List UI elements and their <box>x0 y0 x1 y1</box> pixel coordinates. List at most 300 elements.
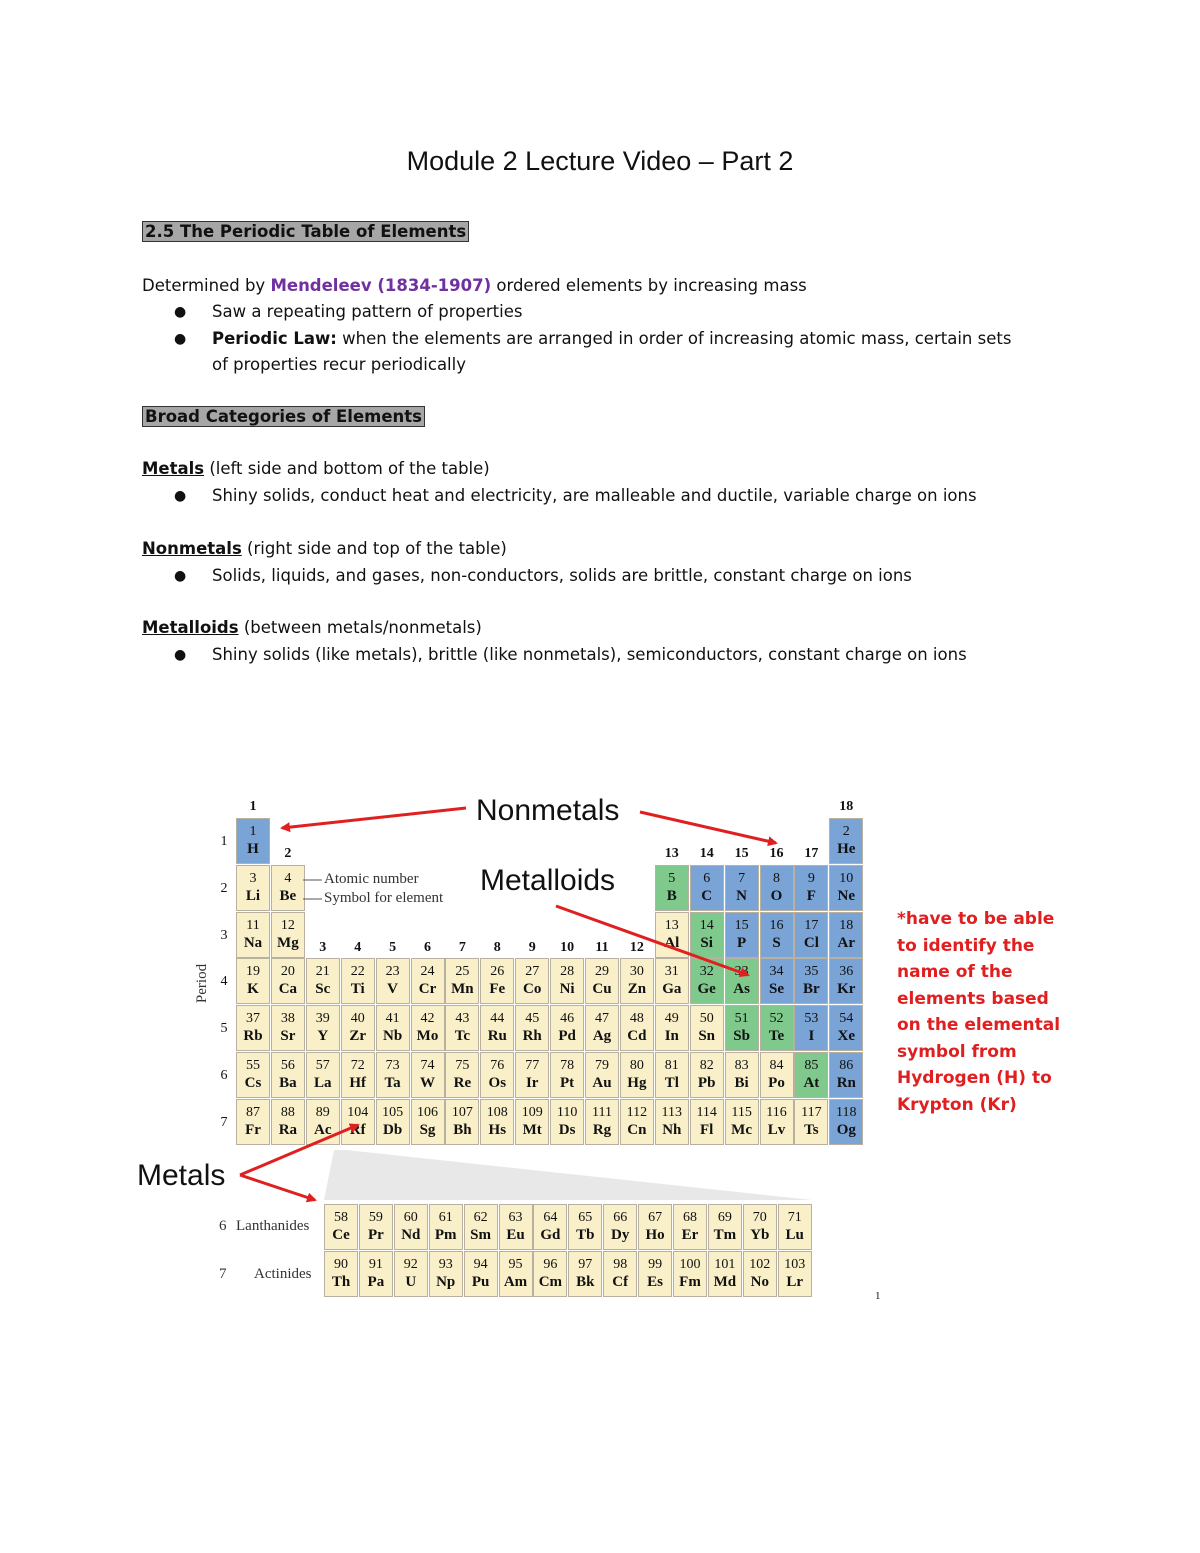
category-metals <box>142 457 490 481</box>
element-symbol: Sr <box>280 1028 296 1045</box>
element-cell <box>829 912 863 958</box>
element-cell <box>411 958 445 1004</box>
metalloids-bullets <box>174 642 967 669</box>
element-cell <box>480 1099 514 1145</box>
element-symbol: Tl <box>664 1075 679 1091</box>
nonmetals-label: Nonmetals <box>476 794 620 827</box>
group-label: 14 <box>699 846 714 861</box>
f-block-cell <box>778 1251 812 1297</box>
atomic-number: 44 <box>490 1011 505 1027</box>
element-cell <box>550 1099 584 1145</box>
element-symbol: Ag <box>592 1028 612 1045</box>
bullet-item <box>174 563 912 590</box>
atomic-number: 20 <box>280 964 295 980</box>
nonmetals-bullets <box>174 563 912 590</box>
element-cell <box>655 912 689 958</box>
element-cell <box>620 1005 654 1051</box>
element-symbol: Mn <box>451 981 474 998</box>
element-symbol: Dy <box>611 1227 630 1243</box>
element-symbol: B <box>666 887 677 904</box>
f-block-cell <box>464 1251 498 1297</box>
element-symbol: Br <box>803 981 820 998</box>
atomic-number: 27 <box>525 964 540 980</box>
element-symbol: Pr <box>367 1227 384 1243</box>
element-symbol: Si <box>700 934 713 951</box>
f-block-cell <box>603 1204 637 1250</box>
category-metalloids <box>142 616 482 640</box>
element-symbol: Lv <box>767 1121 786 1138</box>
element-cell <box>760 865 794 911</box>
atomic-number: 35 <box>804 964 819 980</box>
element-cell <box>550 958 584 1004</box>
element-cell <box>829 1005 863 1051</box>
element-symbol: Cn <box>627 1121 647 1138</box>
bullet-item <box>174 483 977 510</box>
element-cell <box>760 958 794 1004</box>
element-symbol: Be <box>279 887 297 904</box>
f-block-cell <box>429 1204 463 1250</box>
element-symbol: Al <box>664 934 680 951</box>
element-symbol: Bh <box>453 1121 472 1138</box>
atomic-number: 46 <box>560 1011 575 1027</box>
atomic-number: 107 <box>451 1104 473 1120</box>
period-label: 2 <box>220 880 228 896</box>
atomic-number: 3 <box>249 870 257 886</box>
element-cell <box>271 1099 305 1145</box>
section-heading-categories <box>142 405 425 429</box>
period-label: 4 <box>220 974 228 990</box>
element-cell <box>585 1099 619 1145</box>
element-symbol: Sm <box>470 1227 492 1243</box>
atomic-number: 32 <box>699 964 714 980</box>
bullet-text: of properties recur periodically <box>212 355 466 374</box>
atomic-number: 112 <box>626 1104 648 1120</box>
atomic-number: 71 <box>787 1210 802 1225</box>
f-block-cell <box>638 1251 672 1297</box>
element-cell <box>794 865 828 911</box>
element-cell <box>725 912 759 958</box>
element-symbol: Ac <box>314 1121 332 1138</box>
element-cell <box>341 1005 375 1051</box>
element-cell <box>480 1052 514 1098</box>
atomic-number: 116 <box>766 1104 787 1120</box>
element-cell <box>236 865 270 911</box>
element-symbol: No <box>750 1274 769 1290</box>
category-name: Nonmetals <box>142 539 242 558</box>
element-cell <box>725 865 759 911</box>
element-symbol: Se <box>769 981 784 998</box>
atomic-number: 79 <box>595 1058 609 1073</box>
arrow-nonmetals-16 <box>640 812 776 843</box>
element-symbol: Ge <box>697 981 716 998</box>
element-cell <box>376 1099 410 1145</box>
group-label: 1 <box>249 799 257 814</box>
bullet-dot-icon: ● <box>174 330 187 347</box>
element-symbol: Cd <box>627 1028 647 1045</box>
f-block-cell <box>603 1251 637 1297</box>
f-block-cell <box>638 1204 672 1250</box>
atomic-number: 24 <box>420 964 435 980</box>
atomic-number: 105 <box>382 1104 404 1120</box>
element-symbol: Xe <box>837 1028 856 1045</box>
group-label: 7 <box>458 940 466 955</box>
element-cell <box>306 1099 340 1145</box>
f-block-wedge <box>324 1150 812 1200</box>
atomic-number: 85 <box>804 1058 819 1073</box>
metals-label: Metals <box>137 1159 226 1192</box>
element-symbol: Th <box>331 1274 351 1290</box>
element-cell <box>620 1052 654 1098</box>
atomic-number: 91 <box>368 1257 383 1272</box>
element-cell <box>236 818 270 864</box>
element-cell <box>445 1052 479 1098</box>
atomic-number: 95 <box>508 1257 523 1272</box>
element-symbol: He <box>837 841 856 857</box>
element-symbol: Fe <box>489 981 506 998</box>
element-symbol: Ta <box>384 1075 401 1091</box>
element-symbol: Ca <box>278 981 298 998</box>
element-symbol: Ce <box>332 1227 350 1243</box>
element-symbol: Cm <box>538 1274 563 1290</box>
atomic-number: 65 <box>578 1210 593 1225</box>
section-heading-periodic-table <box>142 220 469 244</box>
periodic-bullets <box>174 299 1012 379</box>
heading-highlight: Broad Categories of Elements <box>142 406 425 427</box>
element-cell <box>236 1052 270 1098</box>
atomic-number: 70 <box>752 1210 767 1225</box>
atomic-number: 52 <box>769 1011 784 1027</box>
element-cell <box>760 912 794 958</box>
element-symbol: F <box>806 887 816 904</box>
element-cell <box>445 958 479 1004</box>
element-symbol: Sc <box>315 981 331 998</box>
bullet-continuation <box>212 352 1011 379</box>
group-label: 12 <box>629 940 644 955</box>
atomic-number: 97 <box>578 1257 593 1272</box>
atomic-number: 41 <box>385 1011 400 1027</box>
element-symbol: P <box>737 934 747 951</box>
element-cell <box>376 958 410 1004</box>
actinides-label: Actinides <box>254 1266 312 1282</box>
element-symbol: Hg <box>627 1075 647 1091</box>
group-label: 8 <box>493 940 501 955</box>
bullet-item <box>174 326 1012 353</box>
atomic-number: 100 <box>679 1257 701 1272</box>
atomic-number: 111 <box>592 1104 612 1120</box>
category-where: (left side and bottom of the table) <box>204 459 490 478</box>
element-symbol: Ni <box>559 981 575 998</box>
heading-highlight: 2.5 The Periodic Table of Elements <box>142 221 469 242</box>
element-symbol: Cu <box>592 981 612 998</box>
bullet-item <box>174 642 967 669</box>
element-cell <box>690 1099 724 1145</box>
element-symbol: Db <box>383 1121 403 1138</box>
element-symbol: Ir <box>525 1075 539 1091</box>
atomic-number: 51 <box>734 1011 749 1027</box>
element-cell <box>271 958 305 1004</box>
group-label: 13 <box>664 846 679 861</box>
element-symbol: Cs <box>244 1075 262 1091</box>
atomic-number: 69 <box>717 1210 732 1225</box>
atomic-number: 39 <box>315 1011 330 1027</box>
bullet-dot-icon: ● <box>174 488 187 504</box>
element-cell <box>306 1005 340 1051</box>
bullet-dot-icon: ● <box>174 304 187 320</box>
atomic-number: 30 <box>629 964 644 980</box>
element-cell <box>760 1005 794 1051</box>
mendeleev-name: Mendeleev (1834-1907) <box>270 276 492 295</box>
intro-before: Determined by <box>142 276 271 295</box>
element-symbol: Ne <box>837 887 856 904</box>
element-cell <box>760 1099 794 1145</box>
element-symbol: Y <box>317 1028 329 1045</box>
atomic-number: 62 <box>473 1210 488 1225</box>
figure-page-number: 1 <box>875 1290 881 1302</box>
element-symbol: Li <box>245 887 261 904</box>
element-symbol: Rb <box>243 1028 263 1045</box>
atomic-number: 11 <box>246 917 260 933</box>
f-block-cell <box>499 1251 533 1297</box>
element-symbol: Eu <box>506 1227 525 1243</box>
element-symbol: Lr <box>786 1274 804 1290</box>
element-cell <box>829 865 863 911</box>
element-cell <box>480 958 514 1004</box>
element-symbol: Mg <box>277 934 299 951</box>
element-symbol: Ba <box>279 1075 297 1091</box>
element-symbol: Pb <box>697 1075 716 1091</box>
element-cell <box>341 1099 375 1145</box>
category-name: Metals <box>142 459 205 478</box>
f-block-cell <box>359 1204 393 1250</box>
red-note: *have to be able to identify the name of the elements based on the elemental symbol from Hydrogen (H) to Krypton (Kr) <box>897 909 1061 1115</box>
element-symbol: Cf <box>612 1274 629 1290</box>
element-symbol: Mt <box>522 1121 542 1138</box>
atomic-number: 31 <box>664 964 679 980</box>
bullet-dot-icon: ● <box>174 647 187 663</box>
group-label: 16 <box>769 846 784 861</box>
element-symbol: Hs <box>488 1121 507 1138</box>
atomic-number: 19 <box>246 964 260 980</box>
atomic-number: 48 <box>629 1011 644 1027</box>
atomic-number: 15 <box>734 917 749 933</box>
element-symbol: Nd <box>401 1227 421 1243</box>
element-cell <box>725 1099 759 1145</box>
group-label: 3 <box>319 940 327 955</box>
period-label: 5 <box>220 1021 228 1037</box>
element-cell <box>515 1052 549 1098</box>
element-symbol: Pt <box>560 1075 575 1091</box>
element-cell <box>376 1052 410 1098</box>
element-symbol: Os <box>488 1075 507 1091</box>
atomic-number: 22 <box>350 964 365 980</box>
atomic-number: 68 <box>683 1210 697 1225</box>
atomic-number: 67 <box>648 1210 663 1225</box>
atomic-number: 74 <box>420 1058 435 1073</box>
atomic-number: 59 <box>368 1210 383 1225</box>
element-cell <box>760 1052 794 1098</box>
element-symbol: Pm <box>434 1227 457 1243</box>
element-cell <box>829 818 863 864</box>
atomic-number: 66 <box>613 1210 628 1225</box>
bullet-text: Solids, liquids, and gases, non-conductors, solids are brittle, constant charge on ions <box>212 566 912 585</box>
arrow-nonmetals-h <box>282 808 466 828</box>
atomic-number: 28 <box>560 964 575 980</box>
atomic-number: 103 <box>784 1257 806 1272</box>
element-symbol: Np <box>436 1274 456 1290</box>
atomic-number: 45 <box>525 1011 540 1027</box>
group-label: 9 <box>528 940 536 955</box>
atomic-number: 77 <box>525 1058 540 1073</box>
atomic-number: 29 <box>595 964 609 980</box>
period-axis-label: Period <box>194 963 211 1004</box>
element-cell <box>515 1005 549 1051</box>
atomic-number: 81 <box>664 1058 679 1073</box>
element-symbol: La <box>314 1075 332 1091</box>
element-cell <box>271 1005 305 1051</box>
group-label: 11 <box>595 940 609 955</box>
actinides-period: 7 <box>219 1266 227 1282</box>
element-symbol: C <box>701 887 713 904</box>
category-where: (right side and top of the table) <box>241 539 507 558</box>
f-block-cell <box>533 1251 567 1297</box>
element-symbol: Ra <box>278 1121 298 1138</box>
atomic-number: 88 <box>280 1104 295 1120</box>
element-cell <box>236 1005 270 1051</box>
element-cell <box>271 1052 305 1098</box>
element-symbol: Es <box>647 1274 664 1290</box>
atomic-number: 2 <box>842 824 850 839</box>
bullet-text: Shiny solids (like metals), brittle (like nonmetals), semiconductors, constant charge on ions <box>212 645 967 664</box>
element-symbol: Bi <box>734 1075 749 1091</box>
element-symbol: Sb <box>733 1028 750 1045</box>
atomic-number: 57 <box>315 1058 330 1073</box>
atomic-number: 106 <box>417 1104 438 1120</box>
element-symbol: Ga <box>662 981 682 998</box>
f-block-cell <box>394 1251 428 1297</box>
element-symbol: Pu <box>471 1274 490 1290</box>
page-title: Module 2 Lecture Video – Part 2 <box>406 146 794 176</box>
atomic-number: 16 <box>769 917 784 933</box>
atomic-number: 33 <box>734 964 749 980</box>
element-cell <box>655 1099 689 1145</box>
element-cell <box>794 1099 828 1145</box>
atomic-number: 96 <box>543 1257 558 1272</box>
element-cell <box>236 958 270 1004</box>
atomic-number: 76 <box>490 1058 505 1073</box>
atomic-number: 36 <box>839 964 854 980</box>
element-symbol: Og <box>836 1121 856 1138</box>
atomic-number: 64 <box>543 1210 558 1225</box>
atomic-number: 49 <box>664 1011 679 1027</box>
atomic-number: 78 <box>560 1058 575 1073</box>
element-symbol: Ru <box>487 1028 507 1045</box>
f-block-cell <box>778 1204 812 1250</box>
element-cell <box>690 865 724 911</box>
arrow-metals-fblock <box>240 1175 315 1200</box>
element-symbol: Co <box>523 981 542 998</box>
atomic-number: 93 <box>438 1257 453 1272</box>
atomic-number: 90 <box>334 1257 348 1272</box>
f-block-cell <box>533 1204 567 1250</box>
element-symbol: Rh <box>522 1028 542 1045</box>
element-cell <box>620 1099 654 1145</box>
atomic-number: 89 <box>315 1104 330 1120</box>
element-symbol: Md <box>713 1274 737 1290</box>
category-nonmetals <box>142 537 507 561</box>
element-symbol: Hf <box>349 1075 367 1091</box>
atomic-number: 53 <box>804 1011 819 1027</box>
f-block-cell <box>429 1251 463 1297</box>
element-cell <box>411 1052 445 1098</box>
element-symbol: Bk <box>576 1274 595 1290</box>
atomic-number: 94 <box>473 1257 488 1272</box>
intro-line <box>142 274 807 298</box>
element-symbol: Fr <box>245 1121 261 1138</box>
f-block-cell <box>743 1204 777 1250</box>
group-label: 4 <box>354 940 362 955</box>
atomic-number: 17 <box>804 917 819 933</box>
element-symbol: Cr <box>418 981 437 998</box>
atomic-number: 13 <box>664 917 679 933</box>
legend-symbol: Symbol for element <box>324 890 444 906</box>
element-cell <box>445 1005 479 1051</box>
atomic-number: 18 <box>839 917 854 933</box>
element-symbol: Ti <box>350 981 365 998</box>
element-cell <box>445 1099 479 1145</box>
element-cell <box>655 1052 689 1098</box>
element-cell <box>829 958 863 1004</box>
f-block-cell <box>324 1251 358 1297</box>
element-symbol: Te <box>768 1028 785 1045</box>
legend-atomic-number: Atomic number <box>324 871 419 887</box>
element-cell <box>585 958 619 1004</box>
element-cell <box>725 1052 759 1098</box>
atomic-number: 87 <box>246 1104 260 1120</box>
element-cell <box>690 912 724 958</box>
element-cell <box>655 958 689 1004</box>
element-symbol: Rf <box>349 1121 366 1138</box>
element-cell <box>411 1099 445 1145</box>
element-symbol: Am <box>503 1274 528 1290</box>
element-cell <box>306 1052 340 1098</box>
atomic-number: 110 <box>556 1104 578 1120</box>
atomic-number: 37 <box>246 1011 260 1027</box>
element-cell <box>829 1099 863 1145</box>
atomic-number: 86 <box>839 1058 854 1073</box>
element-symbol: H <box>247 841 259 857</box>
atomic-number: 40 <box>350 1011 365 1027</box>
atomic-number: 92 <box>403 1257 418 1272</box>
atomic-number: 5 <box>668 870 676 886</box>
element-symbol: Rn <box>836 1075 856 1091</box>
atomic-number: 7 <box>738 870 746 886</box>
f-block-cell <box>568 1204 602 1250</box>
bullet-text: Saw a repeating pattern of properties <box>212 302 523 321</box>
f-block-cell <box>673 1204 707 1250</box>
atomic-number: 108 <box>486 1104 508 1120</box>
element-cell <box>690 1005 724 1051</box>
element-symbol: Mc <box>731 1121 752 1138</box>
atomic-number: 113 <box>661 1104 683 1120</box>
group-label: 2 <box>284 846 292 861</box>
element-cell <box>376 1005 410 1051</box>
element-cell <box>725 958 759 1004</box>
element-symbol: Sg <box>419 1121 436 1138</box>
atomic-number: 26 <box>490 964 505 980</box>
atomic-number: 118 <box>836 1104 857 1120</box>
element-symbol: Nb <box>383 1028 403 1045</box>
element-cell <box>515 958 549 1004</box>
